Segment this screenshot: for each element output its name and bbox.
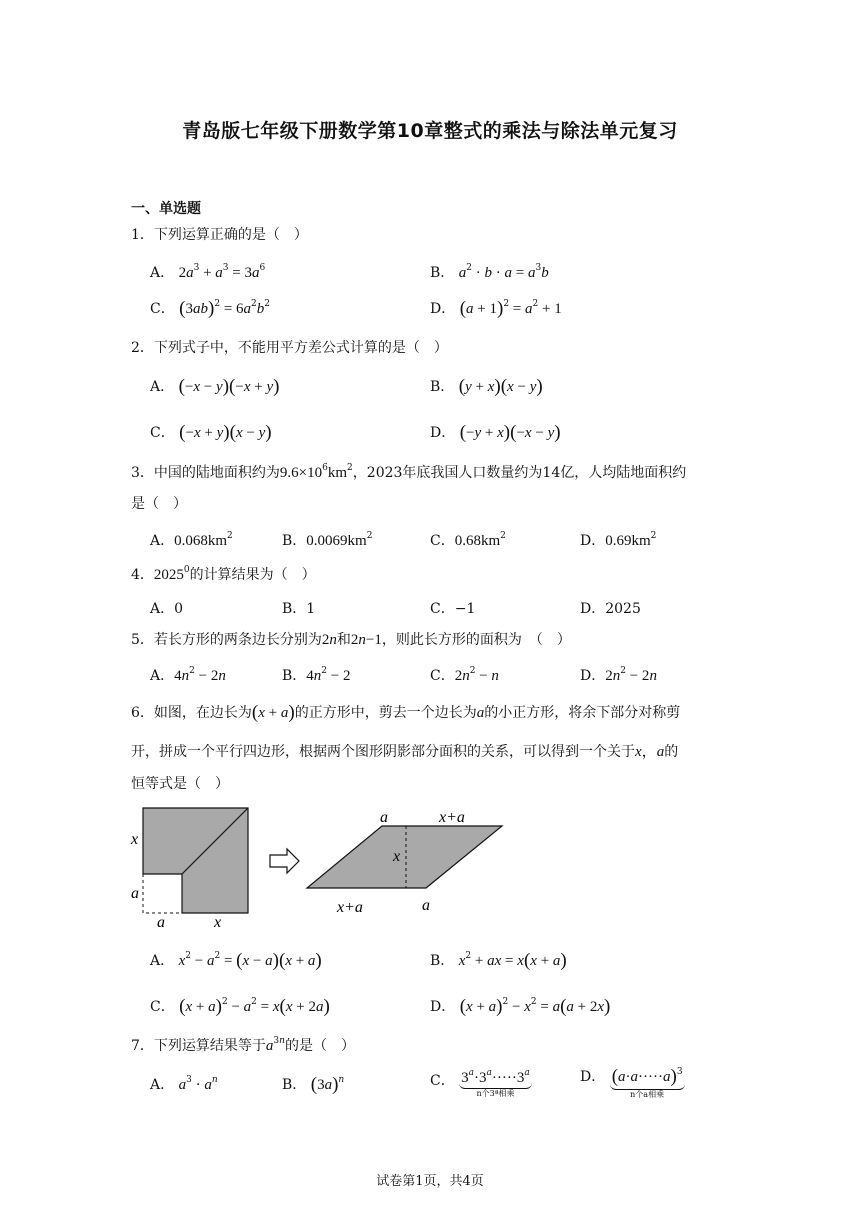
question-6-stem-line3: 恒等式是（ ） [131,776,229,792]
option-label: D． [580,668,606,684]
option-value: 0.0069km [306,533,367,549]
q2-option-b[interactable]: B． (y + x)(x − y) [430,376,543,397]
option-label: A． [150,265,175,281]
q7-option-d[interactable] [580,1066,685,1100]
option-label: B． [282,668,307,684]
q3-option-d[interactable]: D．$0.69km^2$ [580,531,657,549]
underbrace-label: n个3ª相乘 [476,1089,515,1098]
q7-option-c[interactable] [430,1070,532,1099]
q5-option-d[interactable]: D．$2n^2 - 2n$ [580,666,657,684]
option-label: C． [430,533,455,549]
option-label: C． [150,999,175,1015]
underbrace-label: n个a相乘 [630,1090,665,1099]
option-label: D． [580,533,606,549]
label-x-mid: x [393,848,401,865]
question-3-stem: 3．中国的陆地面积约为$9.6\times 10^6km^2$，2023年底我国人口数量约为14亿，人均陆地面积约 [131,463,687,481]
q5-text-mid: 和 [336,632,351,648]
q6-text-2: 的正方形中，剪去一个边长为 [294,705,477,721]
q7-text-2: 的是（ ） [284,1038,355,1054]
label-x-bottom: x [214,914,222,930]
option-label: D． [430,301,456,317]
option-label: A． [150,1077,175,1093]
question-6-stem-line1: 6．如图，在边长为(x + a)的正方形中，剪去一个边长为a的小正方形，将余下部分对称剪 [131,702,681,723]
q4-option-c[interactable]: C．−1 [430,601,476,617]
q1-option-d[interactable]: D． $(a + 1)^2 = a^2 + 1$ [430,298,562,319]
q4-option-b[interactable]: B．1 [282,601,316,617]
underbrace-group: $3^a\cdot 3^a\cdot\cdot\cdot\cdot\cdot 3^a$ n个3ª相乘 [461,1068,530,1098]
q6-text-5: 的 [664,744,679,760]
question-5-stem: 5．若长方形的两条边长分别为2n和2n−1，则此长方形的面积为 （ ） [131,632,571,648]
q2-option-d[interactable]: D． (−y + x)(−x − y) [430,422,561,443]
q5-text-1: 5．若长方形的两条边长分别为 [131,632,322,648]
option-label: D． [430,425,456,441]
underbrace-group: $(a\cdot a\cdot\cdot\cdot\cdot\cdot a)^3$ n个a相乘 [611,1066,683,1099]
q5-option-a[interactable]: A．$4n^2 - 2n$ [150,666,226,684]
option-label: D． [580,1069,606,1085]
q5-option-b[interactable]: B．$4n^2 - 2$ [282,666,351,684]
q3-option-c[interactable]: C．$0.68km^2$ [430,531,506,549]
q7-option-b[interactable]: B． $(3a)^n$ [282,1074,345,1095]
option-value: 0.68km [454,533,501,549]
option-label: A． [150,953,175,969]
q6-text-3: 的小正方形，将余下部分对称剪 [484,705,681,721]
option-label: C． [430,1073,455,1089]
section-heading: 一、单选题 [131,201,201,217]
q5-option-c[interactable]: C．$2n^2 - n$ [430,666,499,684]
q3-option-b[interactable]: B．$0.0069km^2$ [282,531,373,549]
question-4-stem: 4．2025$^0$的计算结果为（ ） [131,565,316,583]
page-footer: 试卷第1页，共4页 [376,1174,484,1189]
q2-option-a[interactable]: A． (−x − y)(−x + y) [150,376,280,397]
q6-option-d[interactable]: D． $(x + a)^2 - x^2 = a(a + 2x)$ [430,996,611,1017]
arrow-icon [270,849,299,873]
option-label: B． [430,953,455,969]
q7-text-1: 7．下列运算结果等于 [131,1038,266,1054]
question-7-stem: 7．下列运算结果等于$a^{3n}$的是（ ） [131,1036,355,1054]
q5-text-2: ，则此长方形的面积为 （ ） [381,632,571,648]
q3-text-1: 3．中国的陆地面积约为 [131,465,280,481]
label-a-bottom-pg: a [422,897,430,914]
q2-option-c[interactable]: C． (−x + y)(x − y) [150,422,272,443]
q1-option-c[interactable]: C． $(3ab)^2 = 6a^2b^2$ [150,298,270,319]
q7-option-a[interactable]: A． $a^3 \cdot a^n$ [150,1075,218,1093]
q4-num: 4． [131,567,154,583]
question-3-stem-line2: 是（ ） [131,496,187,512]
option-label: C． [150,301,175,317]
label-a-left: a [131,885,139,902]
option-label: B． [282,533,307,549]
q1-option-b[interactable]: B． $a^2 \cdot b \cdot a = a^3b$ [430,263,549,281]
square-figure [130,808,248,930]
option-label: C． [430,668,455,684]
q6-option-b[interactable]: B． $x^2$ + ax = x(x + a) [430,950,567,971]
label-a-bottom: a [157,914,165,930]
q6-text-4: 开，拼成一个平行四边形，根据两个图形阴影部分面积的关系，可以得到一个关于 [131,744,635,760]
option-label: B． [430,265,455,281]
option-label: A． [150,533,175,549]
q4-option-a[interactable]: A．0 [150,601,184,617]
option-value: 0.068km [174,533,228,549]
option-value: 0.69km [605,533,651,549]
option-label: A． [150,668,175,684]
q6-text-1: 6．如图，在边长为 [131,705,252,721]
q6-option-c[interactable]: C． $(x + a)^2 - a^2 = x(x + 2a)$ [150,996,330,1017]
question-6-stem-line2: 开，拼成一个平行四边形，根据两个图形阴影部分面积的关系，可以得到一个关于x，a的 [131,744,679,760]
q1-option-a[interactable]: A． $2a^3 + a^3 = 3a^6$ [150,263,266,281]
q3-text-2: ，2023年底我国人口数量约为14亿，人均陆地面积约 [352,465,687,481]
label-x-left: x [131,831,139,848]
option-label: B． [430,379,455,395]
q4-text: 的计算结果为（ ） [189,567,316,583]
option-label: D． [430,999,456,1015]
question-1-stem: 1．下列运算正确的是（ ） [131,227,308,243]
parallelogram-figure [307,809,502,916]
question-2-stem: 2．下列式子中，不能用平方差公式计算的是（ ） [131,340,448,356]
option-label: C． [150,425,175,441]
q4-option-d[interactable]: D．2025 [580,601,641,617]
label-a-top: a [380,809,388,826]
q6-option-a[interactable]: A． $x^2 - a^2 = (x - a)(x + a)$ [150,950,322,971]
label-xa-bottom: x+a [337,899,363,916]
page-title: 青岛版七年级下册数学第10章整式的乘法与除法单元复习 [182,120,678,142]
option-label: B． [282,1077,307,1093]
option-label: A． [150,379,175,395]
q3-option-a[interactable]: A．$0.068km^2$ [150,531,233,549]
area-figure [125,800,515,930]
label-xa-top: x+a [439,809,465,826]
